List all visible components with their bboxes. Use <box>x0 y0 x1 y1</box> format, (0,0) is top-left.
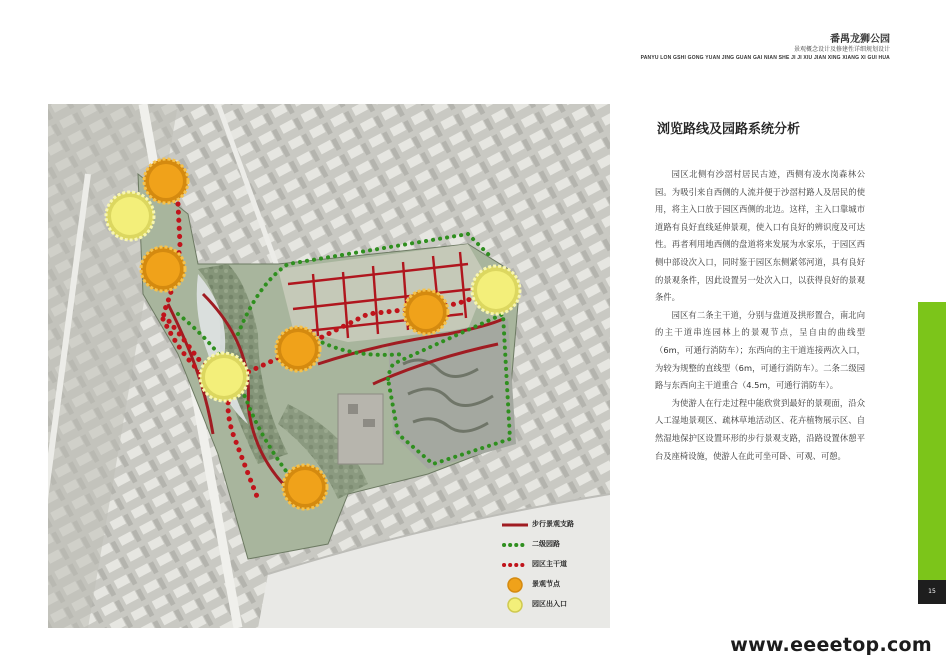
landscape-node <box>404 290 448 334</box>
watermark: www.eeeetop.com <box>730 634 932 656</box>
landscape-node <box>141 247 185 291</box>
green-dots-icon <box>502 540 528 550</box>
page-number: 15 <box>918 580 946 604</box>
project-pinyin: PANYU LON GSHI GONG YUAN JING GUAN GAI NIAN SHE JI JI XIU JIAN XING XIANG XI GUI HUA <box>640 55 890 61</box>
red-dots-icon <box>502 560 528 570</box>
legend-label: 园区出入口 <box>532 600 567 608</box>
page-header <box>641 34 890 62</box>
entrance-node <box>106 192 154 240</box>
legend-label: 园区主干道 <box>532 560 567 568</box>
legend-label: 景观节点 <box>532 580 560 588</box>
yellow-node-icon <box>502 597 528 613</box>
red-line-icon <box>502 520 528 530</box>
paragraph: 园区北侧有沙滘村居民古迹，西侧有凌水岗森林公园。为吸引来自西侧的人流并便于沙滘村路人及居民的使用，将主入口放于园区西侧的北边。这样，主入口靠城市道路有良好直线延伸景观，使入口有良好的辨识度及可达性。再者利用地西侧的盘道将来发展为水家乐，于园区西侧中部设次入口，同时鉴于园区东侧紧邻河道，具有良好的景观条件，因此设置另一处次入口，以获得良好的景观条件。 <box>655 169 865 303</box>
section-body <box>655 166 865 465</box>
entrance-node <box>200 353 248 401</box>
entrance-node <box>472 266 520 314</box>
orange-node-icon <box>502 577 528 593</box>
accent-side-bar <box>918 302 946 586</box>
project-subtitle: 景观概念设计及修建性详细规划设计 <box>793 46 890 53</box>
landscape-node <box>144 159 188 203</box>
legend-label: 步行景观支路 <box>532 520 574 528</box>
landscape-node <box>276 327 320 371</box>
legend-label: 二级园路 <box>532 540 560 548</box>
paragraph: 为使游人在行走过程中能欣赏到最好的景观面，沿众人工湿地景观区、疏林草地活动区、花卉植物展示区、自然湿地保护区设置环形的步行景观支路，沿路设置休憩平台及座椅设施，使游人在此可坐可卧、可观、可憩。 <box>655 397 865 461</box>
park-name: 番禺龙狮公园 <box>830 34 890 45</box>
paragraph: 园区有二条主干道，分别与盘道及拱形置合，南北向的主干道串连园林上的景观节点，呈自由的曲线型（6m，可通行消防车）；东西向的主干道连接两次入口，为较为规整的直线型（6m，可通行消防车）。二条二级园路与东西向主干道重合（4.5m，可通行消防车）。 <box>655 309 865 391</box>
section-title: 浏览路线及园路系统分析 <box>657 122 801 137</box>
landscape-node <box>283 465 327 509</box>
village-buildings <box>338 394 383 464</box>
